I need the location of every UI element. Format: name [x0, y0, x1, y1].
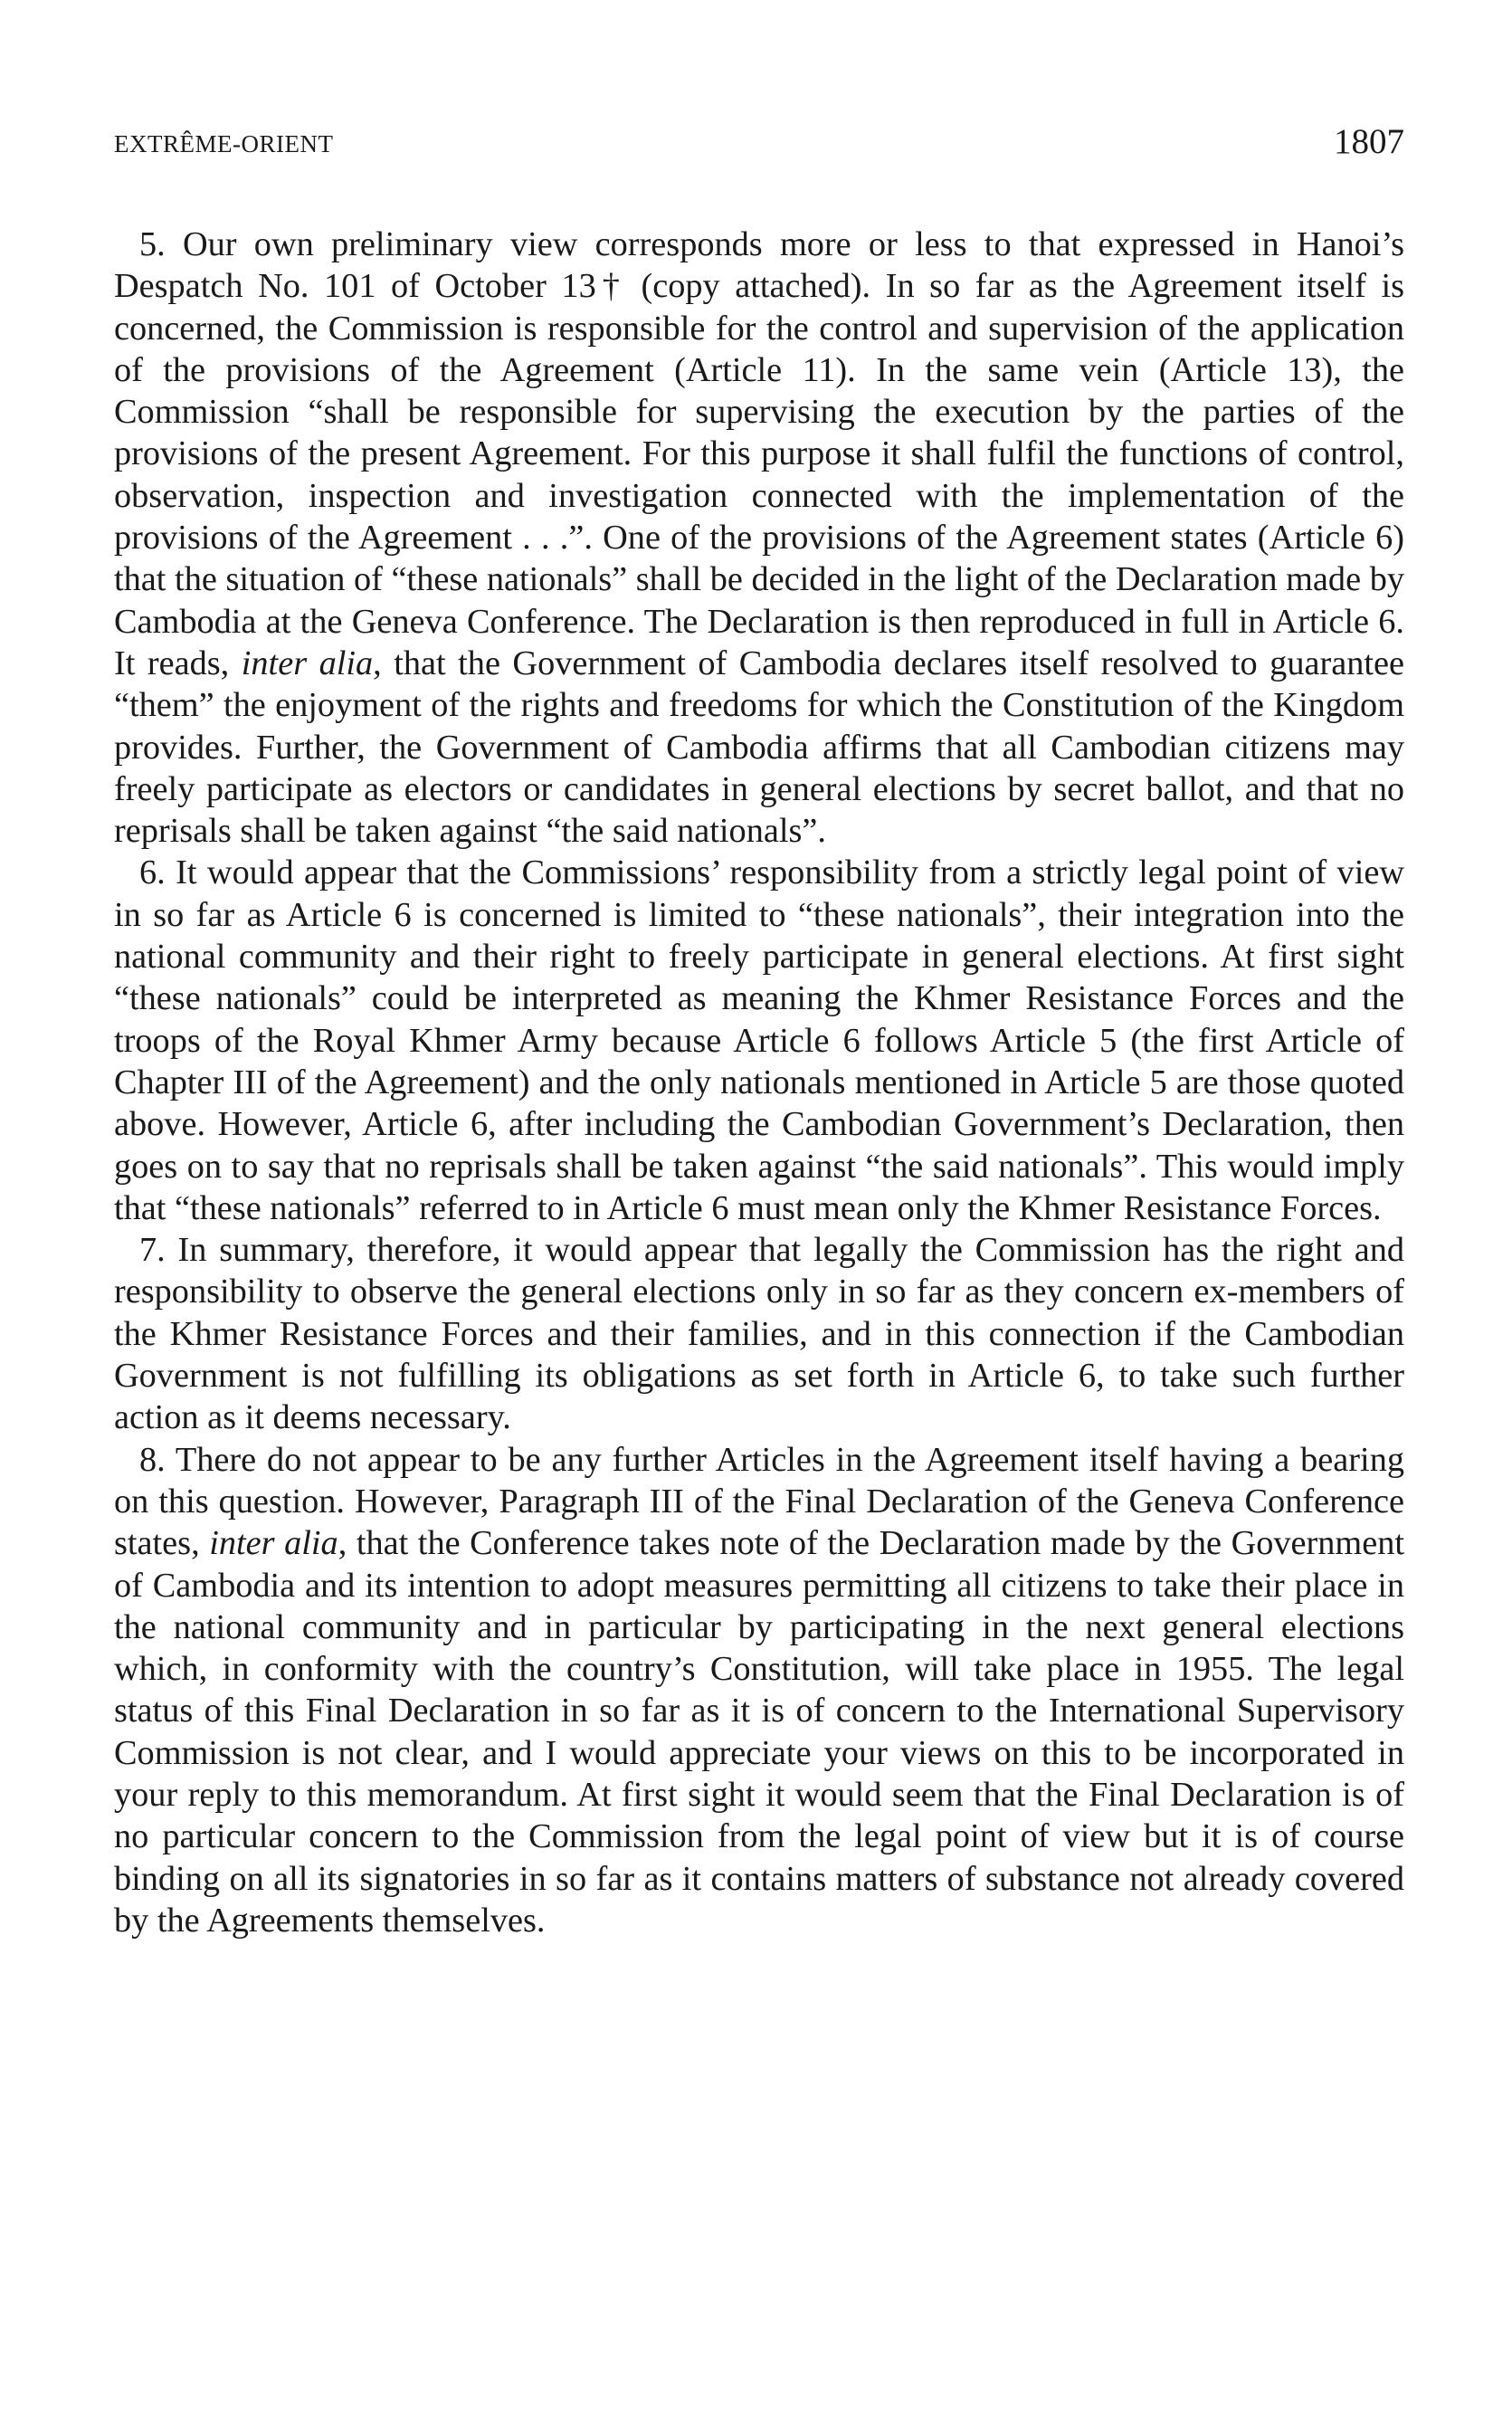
paragraph-8 — [114, 1439, 1404, 1942]
paragraph-5-text: 5. Our own preliminary view corresponds more or less to that expressed in Hanoi’s Despatch No. 101 of October 13† (copy attached). In so far as the Agreement itself is concerned, the Commission is responsible for the control and supervision of the application of the provisions of the Agreement (Article 11). In the same vein (Article 13), the Commission “shall be responsible for supervising the execution by the parties of the provisions of the present Agreement. For this purpose it shall fulfil the functions of control, observation, inspection and investigation connected with the implementation of the provisions of the Agreement . . .”. One of the provisions of the Agreement states (Article 6) that the situation of “these nationals” shall be decided in the light of the Declaration made by Cambodia at the Geneva Conference. The Declaration is then reproduced in full in Article 6. It reads, — [114, 225, 1404, 682]
paragraph-8-text: 8. There do not appear to be any further Articles in the Agreement itself having a bearing on this question. However, Paragraph III of the Final Declaration of the Geneva Conference states, — [114, 1440, 1404, 1563]
paragraph-5-text-continued: , that the Government of Cambodia declares itself resolved to guarantee “them” the enjoyment of the rights and freedoms for which the Constitution of the Kingdom provides. Further, the Government of Cambodia affirms that all Cambodian citizens may freely participate as electors or candidates in general elections by secret ballot, and that no reprisals shall be taken against “the said nationals”. — [114, 644, 1404, 851]
paragraph-8-text-continued: , that the Conference takes note of the Declaration made by the Government of Cambodia and its intention to adopt measures permitting all citizens to take their place in the national community and in particular by participating in the next general elections which, in conformity with the country’s Constitution, will take place in 1955. The legal status of this Final Declaration in so far as it is of concern to the International Supervisory Commission is not clear, and I would appreciate your views on this to be incorporated in your reply to this memorandum. At first sight it would seem that the Final Declaration is of no particular concern to the Commission from the legal point of view but it is of course binding on all its signatories in so far as it contains matters of substance not already covered by the Agreements themselves. — [114, 1524, 1405, 1940]
document-page — [114, 0, 1404, 2431]
paragraph-5-inter-alia: inter alia — [241, 644, 374, 682]
paragraph-7-text: 7. In summary, therefore, it would appear that legally the Commission has the right and responsibility to observe the general elections only in so far as they concern ex-members of the Khmer Resistance Forces and their families, and in this connection if the Cambodian Government is not fulfilling its obligations as set forth in Article 6, to take such further action as it deems necessary. — [114, 1231, 1404, 1437]
paragraph-6 — [114, 852, 1404, 1229]
body-text — [114, 224, 1404, 1941]
paragraph-6-text: 6. It would appear that the Commissions’ responsibility from a strictly legal point of view in so far as Article 6 is concerned is limited to “these nationals”, their integration into the national community and their right to freely participate in general elections. At first sight “these nationals” could be interpreted as meaning the Khmer Resistance Forces and the troops of the Royal Khmer Army because Article 6 follows Article 5 (the first Article of Chapter III of the Agreement) and the only nationals mentioned in Article 5 are those quoted above. However, Article 6, after including the Cambodian Government’s Declaration, then goes on to say that no reprisals shall be taken against “the said nationals”. This would imply that “these nationals” referred to in Article 6 must mean only the Khmer Resistance Forces. — [114, 853, 1404, 1227]
paragraph-5 — [114, 224, 1404, 852]
paragraph-8-inter-alia: inter alia — [209, 1524, 338, 1563]
paragraph-7 — [114, 1229, 1404, 1438]
page-number: 1807 — [1334, 122, 1404, 161]
running-title: EXTRÊME-ORIENT — [114, 130, 334, 157]
running-header — [114, 121, 1404, 167]
